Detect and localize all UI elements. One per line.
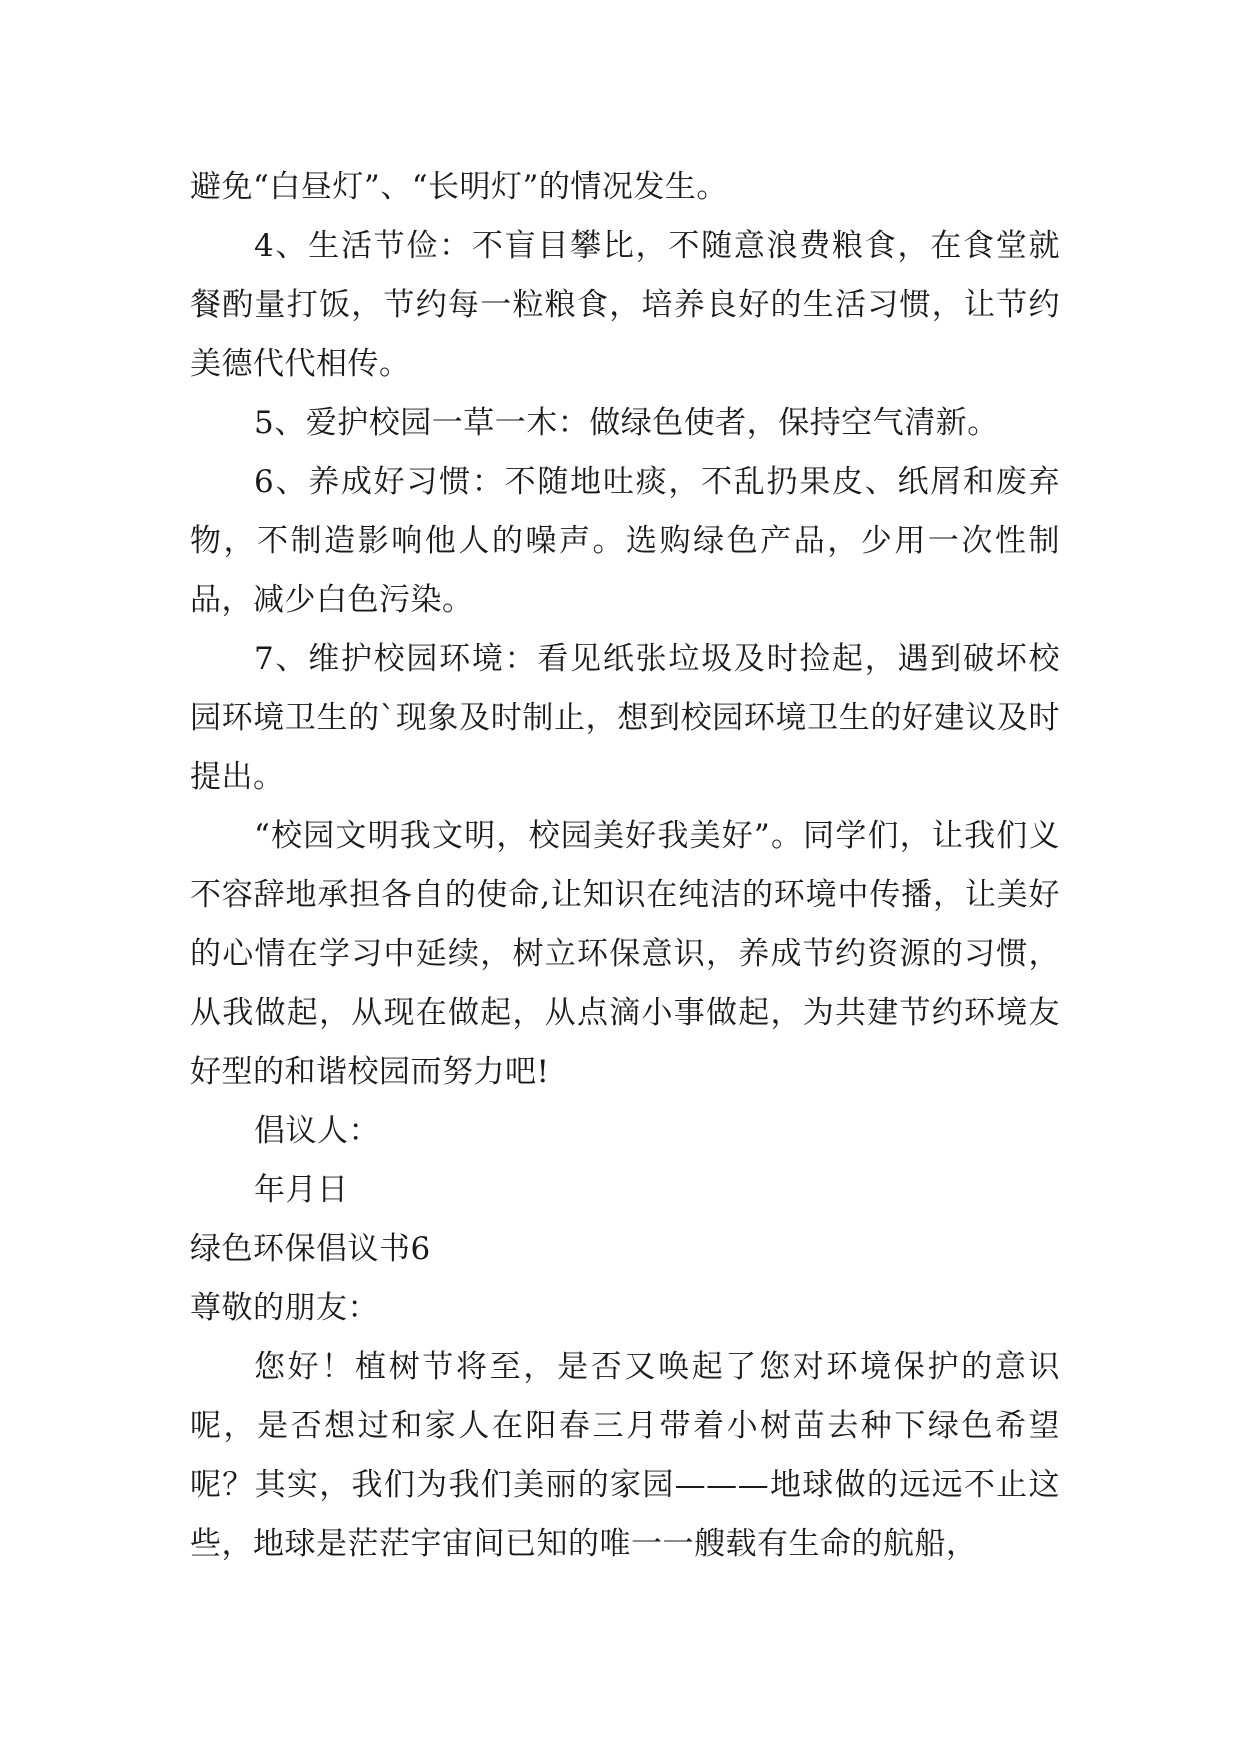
document-body bbox=[190, 158, 1060, 1574]
paragraph-item-5-protect-plants: 5、爱护校园一草一木：做绿色使者，保持空气清新。 bbox=[254, 405, 999, 441]
paragraph-closing-appeal: “校园文明我文明，校园美好我美好”。同学们，让我们义不容辞地承担各自的使命,让知识在纯洁的环境中传播，让美好的心情在学习中延续，树立环保意识，养成节约资源的习惯，从我做起，从现在做起，从点滴小事做起，为共建节约环境友好型的和谐校园而努力吧! bbox=[190, 818, 1060, 1090]
signature-date: 年月日 bbox=[254, 1172, 349, 1208]
paragraph-greeting-body: 您好！植树节将至，是否又唤起了您对环境保护的意识呢，是否想过和家人在阳春三月带着小树苗去种下绿色希望呢？其实，我们为我们美丽的家园———地球做的远远不止这些，地球是茫茫宇宙间已知的唯一一艘载有生命的航船， bbox=[190, 1349, 1060, 1562]
paragraph-item-6-good-habits: 6、养成好习惯：不随地吐痰，不乱扔果皮、纸屑和废弃物，不制造影响他人的噪声。选购绿色产品，少用一次性制品，减少白色污染。 bbox=[190, 464, 1060, 618]
paragraph-lights-ending: 避免“白昼灯”、“长明灯”的情况发生。 bbox=[190, 169, 728, 205]
paragraph-item-4-frugal-living: 4、生活节俭：不盲目攀比，不随意浪费粮食，在食堂就餐酌量打饭，节约每一粒粮食，培养良好的生活习惯，让节约美德代代相传。 bbox=[190, 228, 1060, 382]
section-title: 绿色环保倡议书6 bbox=[190, 1231, 431, 1267]
salutation: 尊敬的朋友： bbox=[190, 1290, 379, 1326]
signature-initiator: 倡议人： bbox=[254, 1113, 380, 1149]
paragraph-item-7-campus-environment: 7、维护校园环境：看见纸张垃圾及时捡起，遇到破坏校园环境卫生的`现象及时制止，想到校园环境卫生的好建议及时提出。 bbox=[190, 641, 1060, 795]
